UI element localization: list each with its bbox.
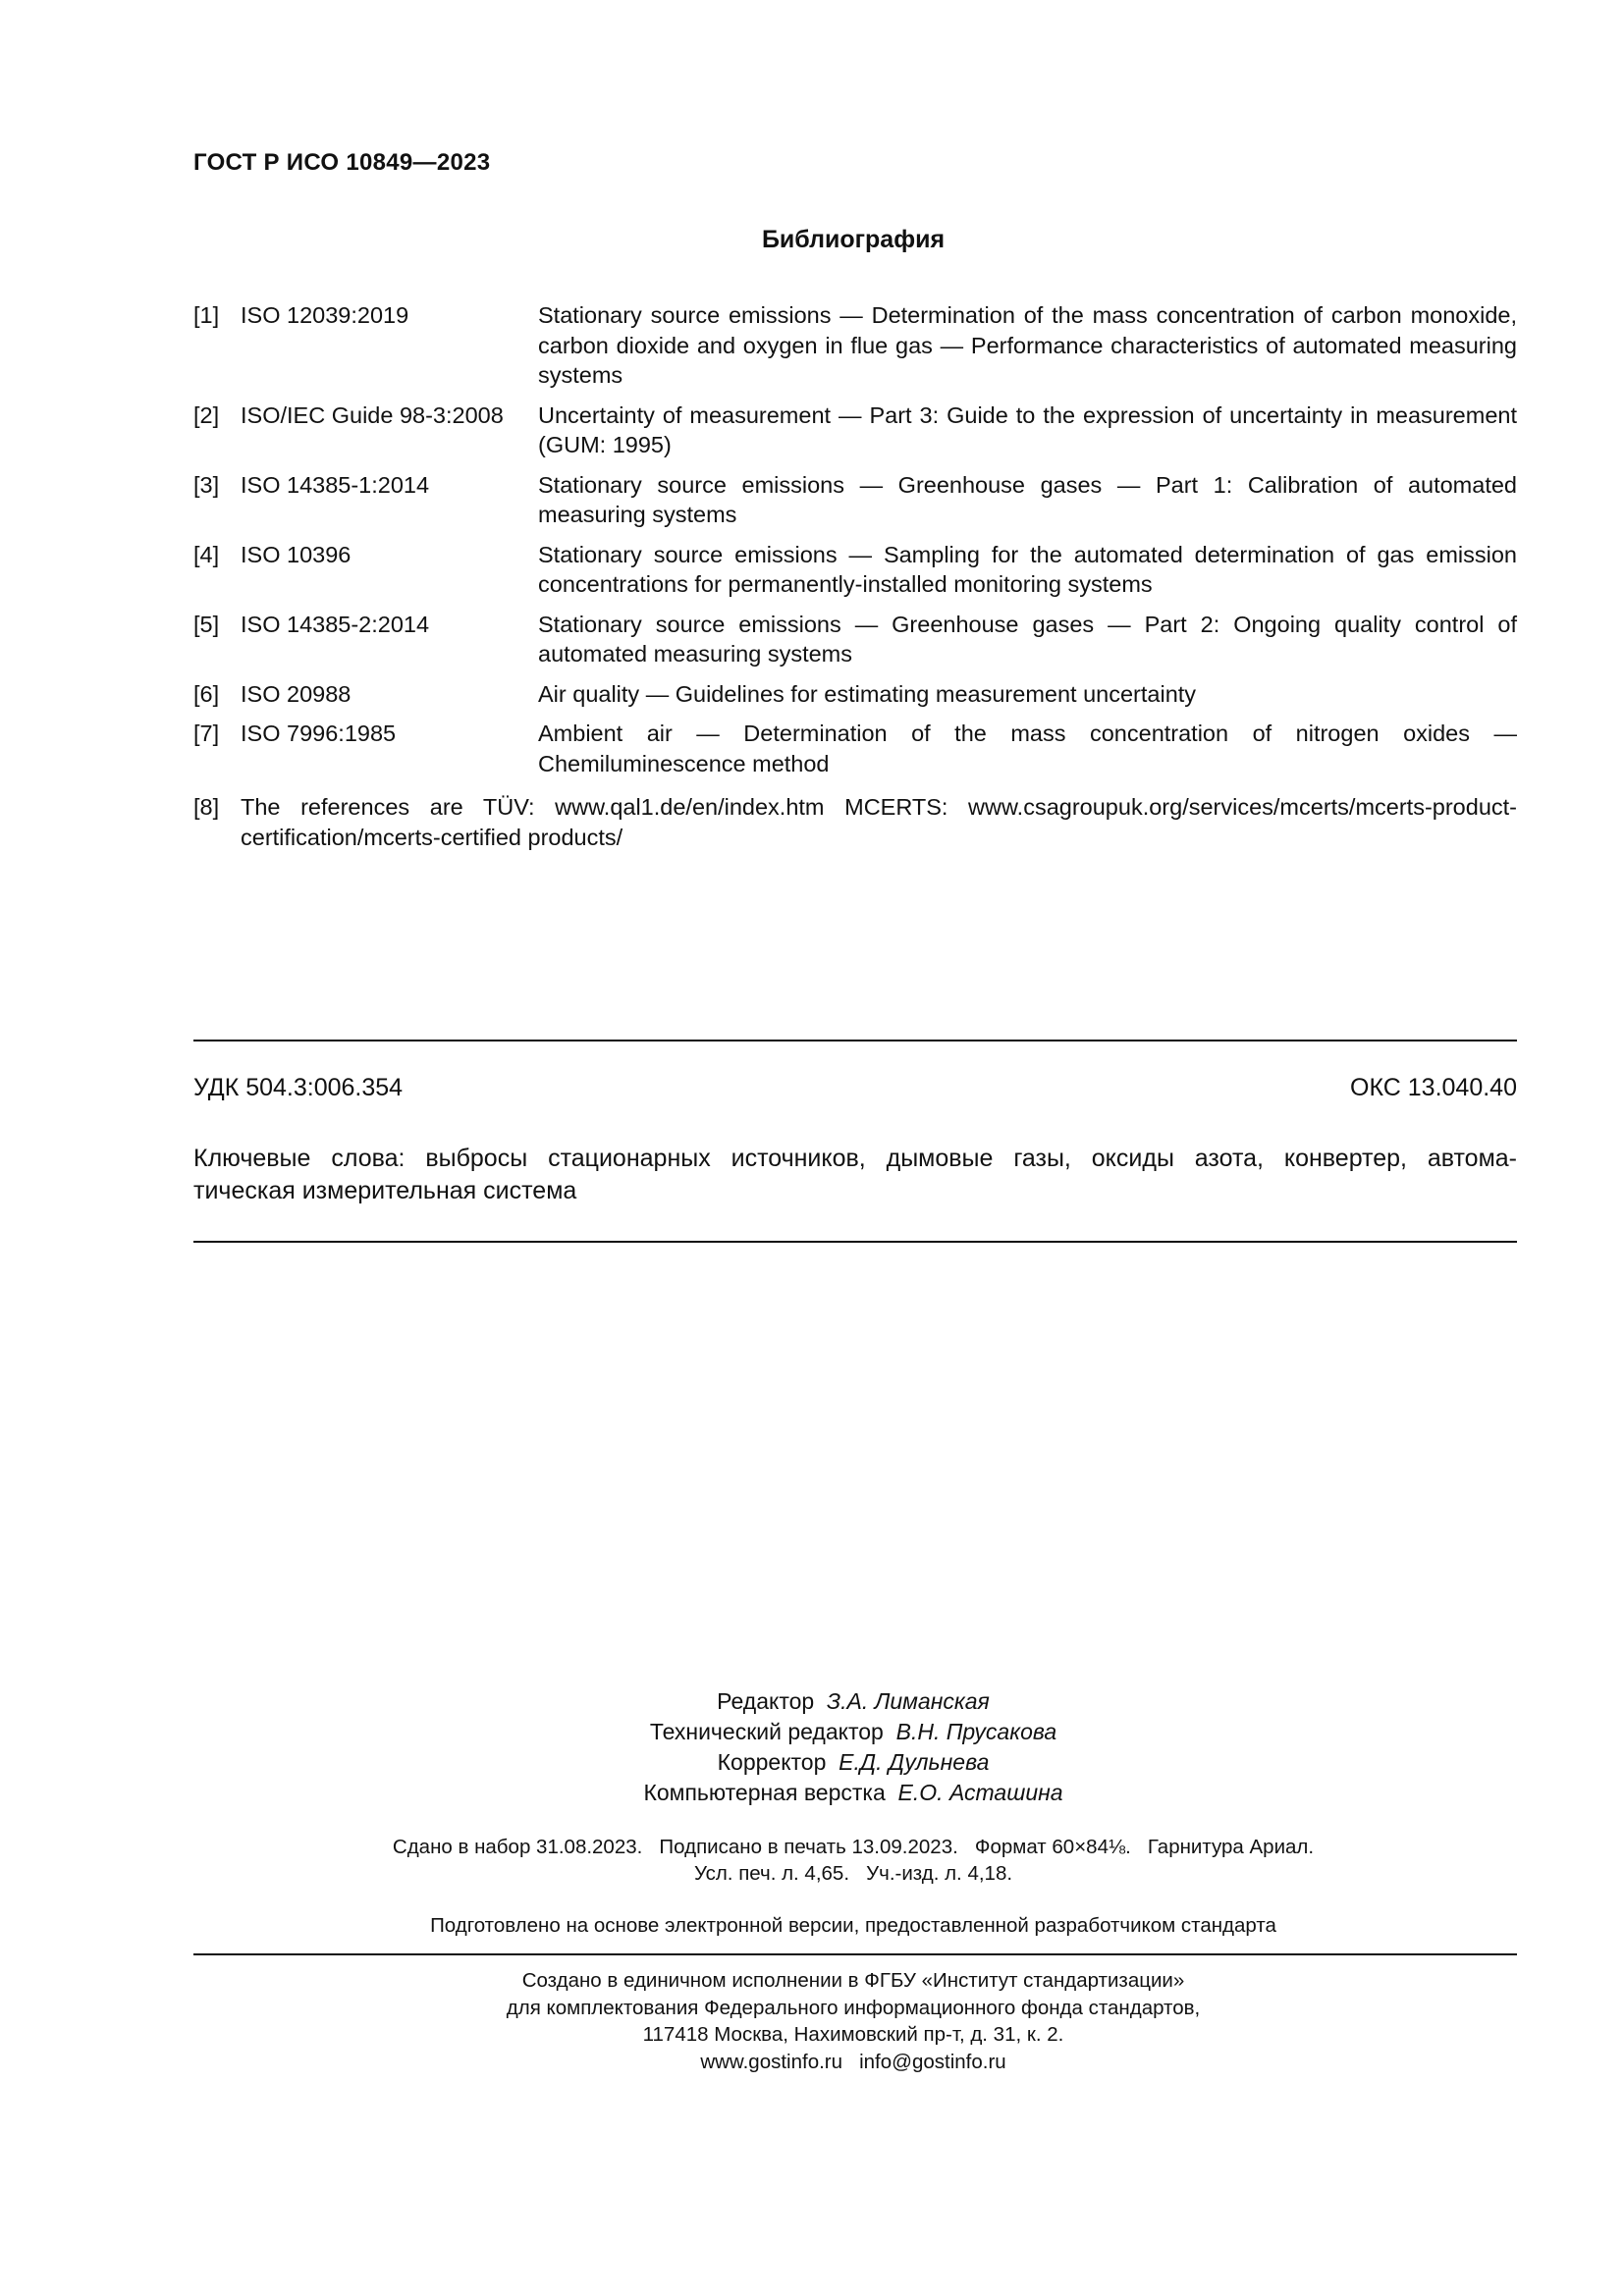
prepared-note: Подготовлено на основе электронной версии, предоставленной разработчиком стандарта: [430, 1914, 1276, 1937]
bibliography-entry: [193, 300, 1517, 391]
credit-line: [0, 1686, 1624, 1717]
entry-number: [5]: [193, 611, 220, 637]
credit-role: Технический редактор: [649, 1719, 884, 1744]
bibliography-entry: [193, 540, 1517, 600]
publication-info: [0, 1834, 1624, 1887]
entry-title: Stationary source emissions — Determination of the mass concentration of carbon monoxide, carbon dioxide and oxygen in flue gas — Performance characteristics of automated measuring systems: [538, 302, 1517, 388]
footer-line: для комплектования Федерального информационного фонда стандартов,: [506, 1996, 1201, 2019]
credits: [0, 1686, 1624, 1808]
entry-code: ISO 10396: [241, 541, 352, 567]
oks-code: ОКС 13.040.40: [1350, 1074, 1517, 1101]
credit-name: Е.Д. Дульнева: [839, 1749, 990, 1775]
credit-line: [0, 1747, 1624, 1778]
footer-contacts: www.gostinfo.ru info@gostinfo.ru: [700, 2050, 1006, 2073]
publication-line: Сдано в набор 31.08.2023. Подписано в печать 13.09.2023. Формат 60×84⅛. Гарнитура Ариал.: [392, 1836, 1315, 1858]
document-header: ГОСТ Р ИСО 10849—2023: [193, 149, 491, 176]
bibliography-entry: [193, 792, 1517, 852]
bibliography-entry: [193, 400, 1517, 460]
credit-line: [0, 1717, 1624, 1747]
entry-title: Stationary source emissions — Greenhouse gases — Part 1: Calibration of automated measuring systems: [538, 471, 1517, 527]
credit-role: Корректор: [717, 1749, 827, 1775]
divider: [193, 1241, 1517, 1243]
entry-number: [7]: [193, 721, 220, 746]
entry-line: The references are TÜV: www.qal1.de/en/index.htm MCERTS: www.csagroupuk.org/services/mcerts/mcerts-product-: [241, 794, 1517, 820]
credit-line: [0, 1778, 1624, 1808]
entry-number: [8]: [193, 794, 220, 820]
entry-number: [4]: [193, 541, 220, 567]
bibliography-entry: [193, 470, 1517, 530]
entry-title: Air quality — Guidelines for estimating measurement uncertainty: [538, 680, 1197, 707]
bibliography-entry: [193, 719, 1517, 778]
bibliography-title: Библиография: [761, 226, 946, 253]
publisher-footer: [0, 1967, 1624, 2075]
entry-code: ISO 20988: [241, 680, 352, 707]
keywords-line: Ключевые слова: выбросы стационарных источников, дымовые газы, оксиды азота, конвертер, автома-: [193, 1145, 1517, 1172]
bibliography-list: [193, 300, 1517, 862]
footer-line: Создано в единичном исполнении в ФГБУ «Институт стандартизации»: [521, 1969, 1185, 1992]
entry-title: Uncertainty of measurement — Part 3: Guide to the expression of uncertainty in measurement (GUM: 1995): [538, 401, 1517, 457]
entry-title: [241, 792, 1517, 852]
credit-role: Редактор: [717, 1688, 815, 1714]
entry-number: [3]: [193, 471, 220, 498]
keywords: [193, 1143, 1517, 1207]
udk-code: УДК 504.3:006.354: [193, 1074, 404, 1101]
entry-number: [1]: [193, 302, 220, 328]
entry-code: ISO/IEC Guide 98-3:2008: [241, 401, 504, 428]
credit-name: В.Н. Прусакова: [895, 1719, 1057, 1744]
entry-code: ISO 14385-2:2014: [241, 611, 430, 637]
keywords-line: тическая измерительная система: [193, 1177, 577, 1204]
entry-number: [6]: [193, 680, 220, 707]
divider: [193, 1953, 1517, 1955]
footer-line: 117418 Москва, Нахимовский пр-т, д. 31, к. 2.: [642, 2023, 1064, 2046]
entry-code: ISO 12039:2019: [241, 302, 409, 328]
entry-title: Stationary source emissions — Greenhouse gases — Part 2: Ongoing quality control of automated measuring systems: [538, 611, 1517, 667]
entry-code: ISO 7996:1985: [241, 721, 397, 746]
credit-role: Компьютерная верстка: [643, 1780, 886, 1805]
entry-title: Stationary source emissions — Sampling for the automated determination of gas emission concentrations for permanently-installed monitoring systems: [538, 541, 1517, 597]
entry-line: certification/mcerts-certified products/: [241, 824, 623, 850]
publication-line: Усл. печ. л. 4,65. Уч.-изд. л. 4,18.: [693, 1862, 1013, 1885]
divider: [193, 1040, 1517, 1041]
bibliography-entry: [193, 610, 1517, 669]
credit-name: З.А. Лиманская: [826, 1688, 990, 1714]
entry-code: ISO 14385-1:2014: [241, 471, 430, 498]
entry-title: Ambient air — Determination of the mass concentration of nitrogen oxides — Chemiluminescence method: [538, 721, 1517, 776]
credit-name: Е.О. Асташина: [897, 1780, 1063, 1805]
entry-number: [2]: [193, 401, 220, 428]
bibliography-entry: [193, 679, 1517, 710]
